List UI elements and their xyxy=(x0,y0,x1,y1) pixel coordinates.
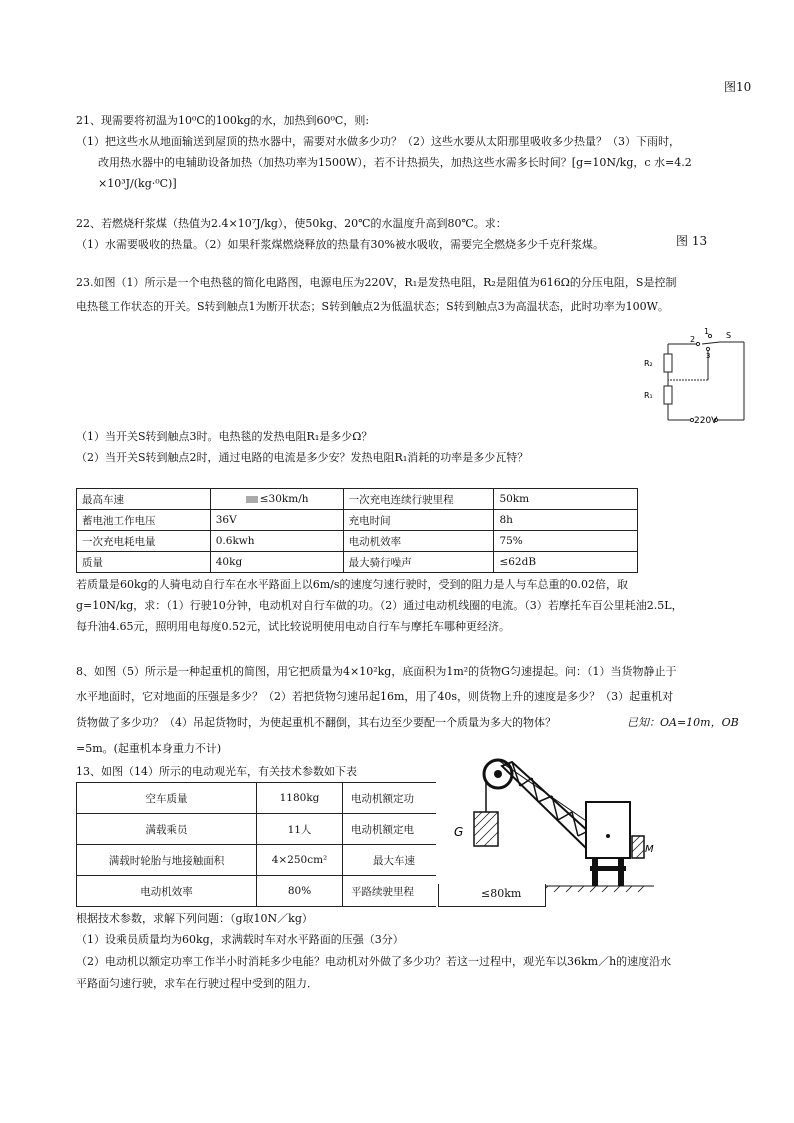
table-cell: 一次充电耗电量 xyxy=(77,531,211,552)
table-cell: 50km xyxy=(494,489,638,510)
q13-sub1: （1）设乘员质量均为60kg，求满载时车对水平路面的压强（3分） xyxy=(76,933,404,946)
q8-line4: =5m。(起重机本身重力不计) xyxy=(76,742,222,755)
q21-line2: （1）把这些水从地面输送到屋顶的热水器中，需要对水做多少功？（2）这些水要从太阳那里吸收多少热量？（3）下雨时， xyxy=(76,135,680,148)
table-cell: 蓄电池工作电压 xyxy=(77,510,211,531)
table-cell: 80% xyxy=(257,876,343,907)
table-cell: 0.6kwh xyxy=(210,531,343,552)
resistor-r2 xyxy=(664,354,672,372)
contact-3-dot xyxy=(706,347,709,350)
q22-line2: （1）水需要吸收的热量。（2）如果秆浆煤燃烧释放的热量有30%被水吸收，需要完全燃烧多少千克秆浆煤。 xyxy=(76,238,604,251)
table-cell: 满载乘员 xyxy=(77,814,257,845)
table-cell: 40kg xyxy=(210,552,343,573)
contact-2-label: 2 xyxy=(690,335,696,344)
voltage-label: 220V xyxy=(694,416,718,426)
table-cell: 最大车速 xyxy=(343,845,437,876)
table-cell: 满载时轮胎与地接触面积 xyxy=(77,845,257,876)
q22-line1: 22、若燃烧秆浆煤（热值为2.4×10⁷J/kg），使50kg、20℃的水温度升高到80℃。求： xyxy=(76,217,507,230)
table-row xyxy=(77,876,437,907)
table-cell: 4×250cm² xyxy=(257,845,343,876)
table-cell: 最大骑行噪声 xyxy=(343,552,494,573)
table-cell: 电动机额定电 xyxy=(343,814,437,845)
table-cell: 75% xyxy=(494,531,638,552)
q21-line3: 改用热水器中的电辅助设备加热（加热功率为1500W），若不计热损失，加热这些水需多长时间？[g=10N/kg，c 水=4.2 xyxy=(98,156,692,169)
table-cell: ≤30km/h xyxy=(210,489,343,510)
table-row xyxy=(77,783,437,814)
counterweight xyxy=(632,836,644,858)
q21-line4: ×10³J/(kg·⁰C)] xyxy=(98,177,177,190)
q13-sub3: 平路面匀速行驶，求车在行驶过程中受到的阻力． xyxy=(76,977,318,990)
image-placeholder-icon xyxy=(246,496,258,503)
counterweight-label: M xyxy=(645,844,654,855)
q23-sub2: （2）当开关S转到触点2时，通过电路的电流是多少安？发热电阻R₁消耗的功率是多少瓦特？ xyxy=(76,451,529,464)
switch-label: S xyxy=(726,331,732,340)
q13-title: 13、如图（14）所示的电动观光车，有关技术参数如下表 xyxy=(76,765,357,778)
ebike-spec-table xyxy=(76,488,638,573)
q23-line1: 23.如图（1）所示是一个电热毯的简化电路图，电源电压为220V，R₁是发热电阻，R₂是阻值为616Ω的分压电阻，S是控制 xyxy=(76,276,677,289)
q21-line1: 21、现需要将初温为10⁰C的100kg的水，加热到60⁰C，则: xyxy=(76,114,370,127)
figure-label-13: 图 13 xyxy=(676,234,708,248)
table-cell: 电动机额定功 xyxy=(343,783,437,814)
table-cell: 11人 xyxy=(257,814,343,845)
table-cell: 一次充电连续行驶里程 xyxy=(343,489,494,510)
table-row xyxy=(77,814,437,845)
table-row xyxy=(77,552,638,573)
q13-spec-table xyxy=(76,782,436,907)
table-cell: 平路续驶里程 xyxy=(343,876,437,907)
ebike-q-line1: 若质量是60kg的人骑电动自行车在水平路面上以6m/s的速度匀速行驶时，受到的阻力是人与车总重的0.02倍，取 xyxy=(76,578,628,591)
contact-1-label: 1 xyxy=(704,327,710,336)
table-cell: 8h xyxy=(494,510,638,531)
overlap-value: ≤80km xyxy=(481,887,522,900)
q8-line3: 货物做了多少功？（4）吊起货物时，为使起重机不翻倒，其右边至少要配一个质量为多大的物体？ xyxy=(76,716,556,729)
table-row xyxy=(77,845,437,876)
ebike-q-line3: 每升油4.65元，照明用电每度0.52元，试比较说明使用电动自行车与摩托车哪种更经济。 xyxy=(76,620,510,633)
table-row xyxy=(77,489,638,510)
table-cell: 质量 xyxy=(77,552,211,573)
q8-known: 已知：OA=10m，OB xyxy=(627,716,739,729)
crane-diagram xyxy=(440,752,654,894)
table-cell: 36V xyxy=(210,510,343,531)
r1-label: R₁ xyxy=(644,391,653,400)
table-cell: 最高车速 xyxy=(77,489,211,510)
table-cell: 电动机效率 xyxy=(77,876,257,907)
q8-line1: 8、如图（5）所示是一种起重机的简图，用它把质量为4×10²kg，底面积为1m²的货物G匀速提起。问：（1）当货物静止于 xyxy=(76,665,677,678)
table-cell: 1180kg xyxy=(257,783,343,814)
q13-sub2: （2）电动机以额定功率工作半小时消耗多少电能？电动机对外做了多少功？若这一过程中，观光车以36km／h的速度沿水 xyxy=(76,955,672,968)
table-cell: 空车质量 xyxy=(77,783,257,814)
cargo-label: G xyxy=(454,825,464,839)
q8-line2: 水平地面时，它对地面的压强是多少？（2）若把货物匀速吊起16m，用了40s，则货物上升的速度是多少？（3）起重机对 xyxy=(76,690,674,703)
q23-sub1: （1）当开关S转到触点3时。电热毯的发热电阻R₁是多少Ω？ xyxy=(76,430,373,443)
q13-intro: 根据技术参数，求解下列问题：（g取10N／kg） xyxy=(76,912,313,925)
contact-3-label: 3 xyxy=(706,352,711,360)
resistor-r1 xyxy=(664,386,672,404)
r2-label: R₂ xyxy=(644,359,653,368)
q23-line2: 电热毯工作状态的开关。S转到触点1为断开状态；S转到触点2为低温状态；S转到触点3为高温状态，此时功率为100W。 xyxy=(76,300,669,313)
circuit-diagram xyxy=(640,322,750,428)
figure-label-10: 图10 xyxy=(724,80,752,94)
ebike-q-line2: g=10N/kg，求：（1）行驶10分钟，电动机对自行车做的功。（2）通过电动机线圈的电流。（3）若摩托车百公里耗油2.5L， xyxy=(76,599,683,612)
q13-table-clip xyxy=(76,782,436,908)
table-cell: 充电时间 xyxy=(343,510,494,531)
overlap-cell xyxy=(438,884,546,907)
cargo-box xyxy=(474,812,498,846)
crane-body xyxy=(586,802,630,858)
contact-2-dot xyxy=(696,342,699,345)
switch-arm xyxy=(702,342,720,344)
table-cell: ≤62dB xyxy=(494,552,638,573)
table-row xyxy=(77,531,638,552)
table-row xyxy=(77,510,638,531)
table-cell: 电动机效率 xyxy=(343,531,494,552)
